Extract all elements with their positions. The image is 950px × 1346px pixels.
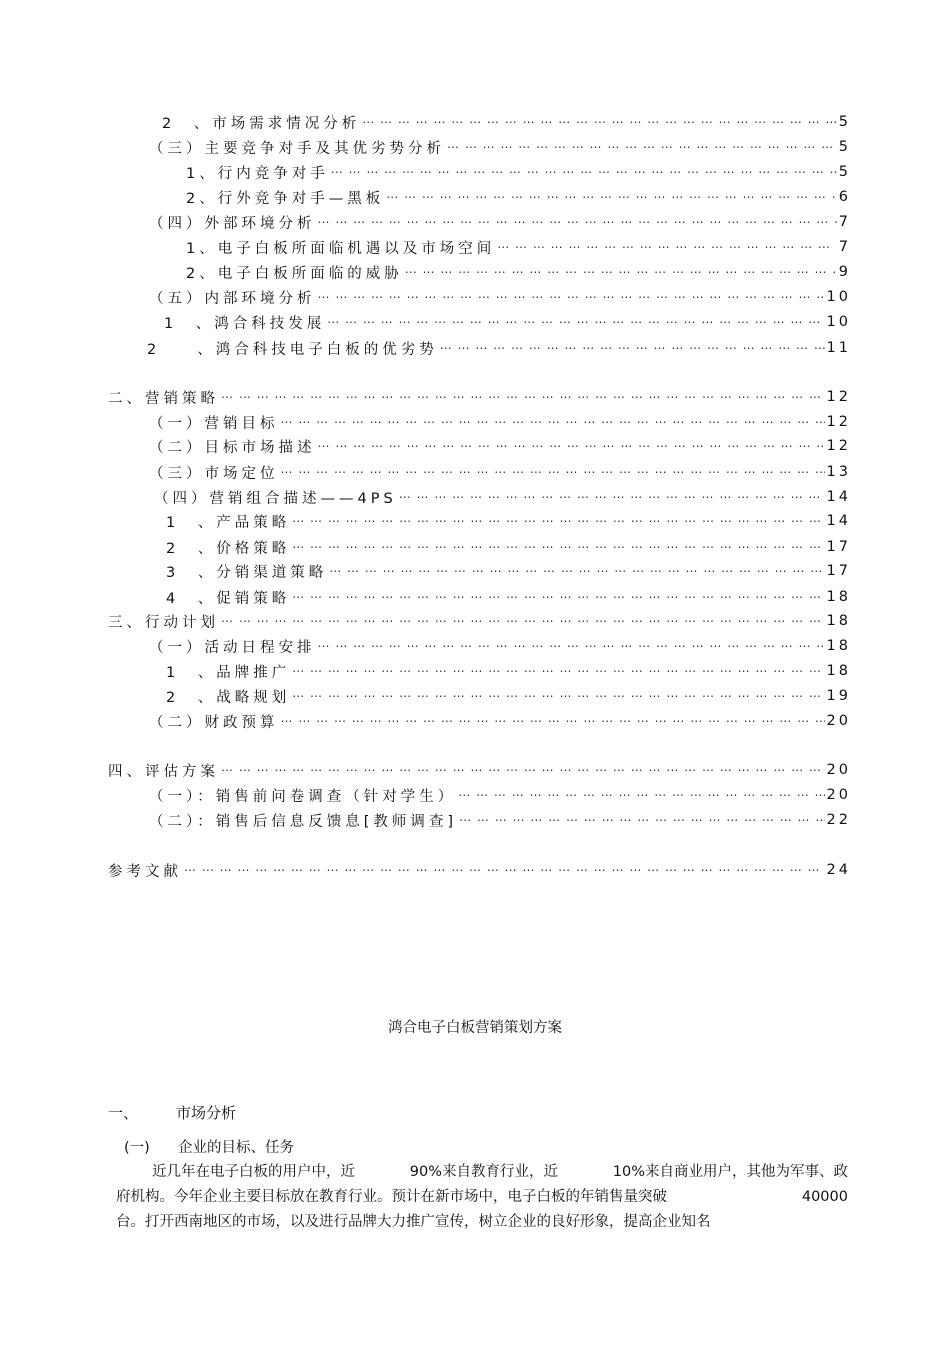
toc-entry [186,186,851,208]
toc-entry-label: 参考文献 [108,863,182,880]
toc-entry [149,211,851,233]
toc-entry-label: （二）目标市场描述 [149,439,316,456]
toc-entry-page: 7 [838,239,851,255]
toc-entry-page: 20 [826,787,851,803]
toc-entry-label: 2 、市场需求情况分析 [162,115,361,132]
toc-entry-page: 18 [826,638,851,654]
toc-leader [497,240,837,254]
section-heading [108,1102,236,1123]
toc-entry-page: 10 [826,314,851,330]
toc-entry-label: 1 、品牌推广 [166,664,291,681]
toc-entry-page: 18 [826,663,851,679]
toc-entry [186,161,851,183]
toc-entry-page: 20 [826,762,851,778]
toc-entry-page: 17 [826,539,851,555]
text-run: 90%来自教育行业，近 [409,1164,558,1180]
toc-entry-label: 二、营销策略 [108,390,219,407]
toc-leader [292,514,824,528]
toc-entry [149,461,851,483]
section-number: 一、 [108,1104,139,1122]
toc-leader [281,465,825,479]
subsection-number: (一) [124,1140,150,1156]
toc-leader [292,664,824,678]
toc-entry [108,386,851,408]
toc-entry-label: 2 、价格策略 [166,540,291,557]
toc-entry-page: 6 [838,189,851,205]
toc-entry-page: 5 [838,114,851,130]
toc-entry-page: 24 [826,862,851,878]
text-run: 10%来自商业用户，其他为军事、政 [612,1164,848,1180]
toc-entry-label: （四）营销组合描述——4PS [154,490,397,507]
toc-entry [108,859,851,881]
toc-leader [459,813,824,827]
toc-entry-page: 17 [826,563,851,579]
toc-entry-page: 11 [826,340,851,356]
toc-leader [329,564,824,578]
toc-entry-page: 18 [826,613,851,629]
toc-leader [292,689,824,703]
toc-entry [164,311,851,333]
toc-entry-label: 2、行外竞争对手—黑板 [186,190,385,207]
toc-leader [362,115,837,129]
paragraph-line [116,1210,848,1235]
subsection-title: 企业的目标、任务 [178,1140,294,1156]
section-title: 市场分析 [176,1104,237,1122]
toc-entry-page: 19 [826,688,851,704]
toc-entry-label: 1、行内竞争对手 [186,165,329,182]
toc-entry [149,784,851,806]
toc-entry-page: 7 [838,214,851,230]
toc-entry-label: 1、电子白板所面临机遇以及市场空间 [186,240,496,257]
toc-entry [108,610,851,632]
toc-leader [221,614,825,628]
toc-entry [166,536,851,558]
toc-leader [318,639,825,653]
toc-leader [318,215,837,229]
toc-entry-page: 22 [826,812,851,828]
toc-leader [327,315,824,329]
toc-entry-label: （五）内部环境分析 [149,290,316,307]
toc-leader [292,540,824,554]
toc-entry [149,286,851,308]
document-title: 鸿合电子白板营销策划方案 [388,1020,562,1036]
toc-entry [149,136,851,158]
toc-entry-label: （一）：销售前问卷调查（针对学生） [149,788,457,805]
toc-entry [149,411,851,433]
text-run: 台。打开西南地区的市场，以及进行品牌大力推广宣传，树立企业的良好形象，提高企业知名 [116,1214,711,1230]
toc-leader [281,714,825,728]
toc-entry-page: 5 [838,164,851,180]
toc-entry [162,111,851,133]
body-paragraph [116,1160,848,1235]
toc-entry-label: （三）主要竞争对手及其优劣势分析 [149,140,445,157]
toc-leader [405,265,837,279]
toc-entry [149,710,851,732]
toc-entry [186,261,851,283]
toc-leader [399,490,825,504]
toc-entry [108,759,851,781]
toc-entry-label: （一）活动日程安排 [149,639,316,656]
toc-entry [149,435,851,457]
toc-leader [184,863,825,877]
toc-entry-label: 1 、产品策略 [166,514,291,531]
toc-entry [186,236,851,258]
text-run: 近几年在电子白板的用户中，近 [152,1164,355,1180]
toc-entry-page: 12 [826,389,851,405]
toc-entry-page: 14 [826,489,851,505]
toc-leader [318,439,825,453]
toc-entry-label: （一）营销目标 [149,415,279,432]
toc-leader [447,140,837,154]
toc-entry [154,486,851,508]
toc-entry-label: （四）外部环境分析 [149,215,316,232]
toc-entry [166,660,851,682]
toc-entry-label: （三）市场定位 [149,465,279,482]
toc-entry-label: 4 、促销策略 [166,590,291,607]
toc-entry-page: 20 [826,713,851,729]
toc-entry [166,586,851,608]
toc-entry-page: 5 [838,139,851,155]
toc-leader [458,788,824,802]
toc-leader [281,415,825,429]
toc-leader [221,390,825,404]
toc-entry-label: 3 、分销渠道策略 [166,564,328,581]
toc-entry-page: 10 [826,289,851,305]
toc-leader [221,763,825,777]
toc-entry [149,635,851,657]
toc-entry [166,510,851,532]
text-run: 府机构。今年企业主要目标放在教育行业。预计在新市场中，电子白板的年销售量突破 [116,1189,667,1205]
toc-entry-label: （二）财政预算 [149,714,279,731]
toc-entry-label: 三、行动计划 [108,614,219,631]
toc-entry-page: 12 [826,438,851,454]
toc-entry-label: 2 、战略规划 [166,689,291,706]
toc-entry-label: （二）：销售后信息反馈息[教师调查] [149,813,458,830]
toc-leader [331,165,837,179]
toc-leader [318,290,825,304]
toc-leader [292,590,824,604]
toc-entry [147,337,851,359]
toc-entry [166,685,851,707]
toc-entry-page: 18 [826,589,851,605]
toc-entry-page: 13 [826,464,851,480]
toc-entry-page: 12 [826,414,851,430]
text-run: 40000 [801,1189,848,1205]
toc-entry [166,560,851,582]
toc-entry-label: 2、电子白板所面临的威胁 [186,265,403,282]
toc-entry [149,809,851,831]
toc-entry-page: 14 [826,513,851,529]
paragraph-line [116,1185,848,1210]
paragraph-line [116,1160,848,1185]
toc-entry-page: 9 [838,264,851,280]
toc-entry-label: 1 、鸿合科技发展 [164,315,326,332]
toc-entry-label: 四、评估方案 [108,763,219,780]
toc-leader [440,341,825,355]
toc-entry-label: 2 、鸿合科技电子白板的优劣势 [147,341,438,358]
subsection-heading [124,1136,294,1157]
toc-leader [386,190,837,204]
